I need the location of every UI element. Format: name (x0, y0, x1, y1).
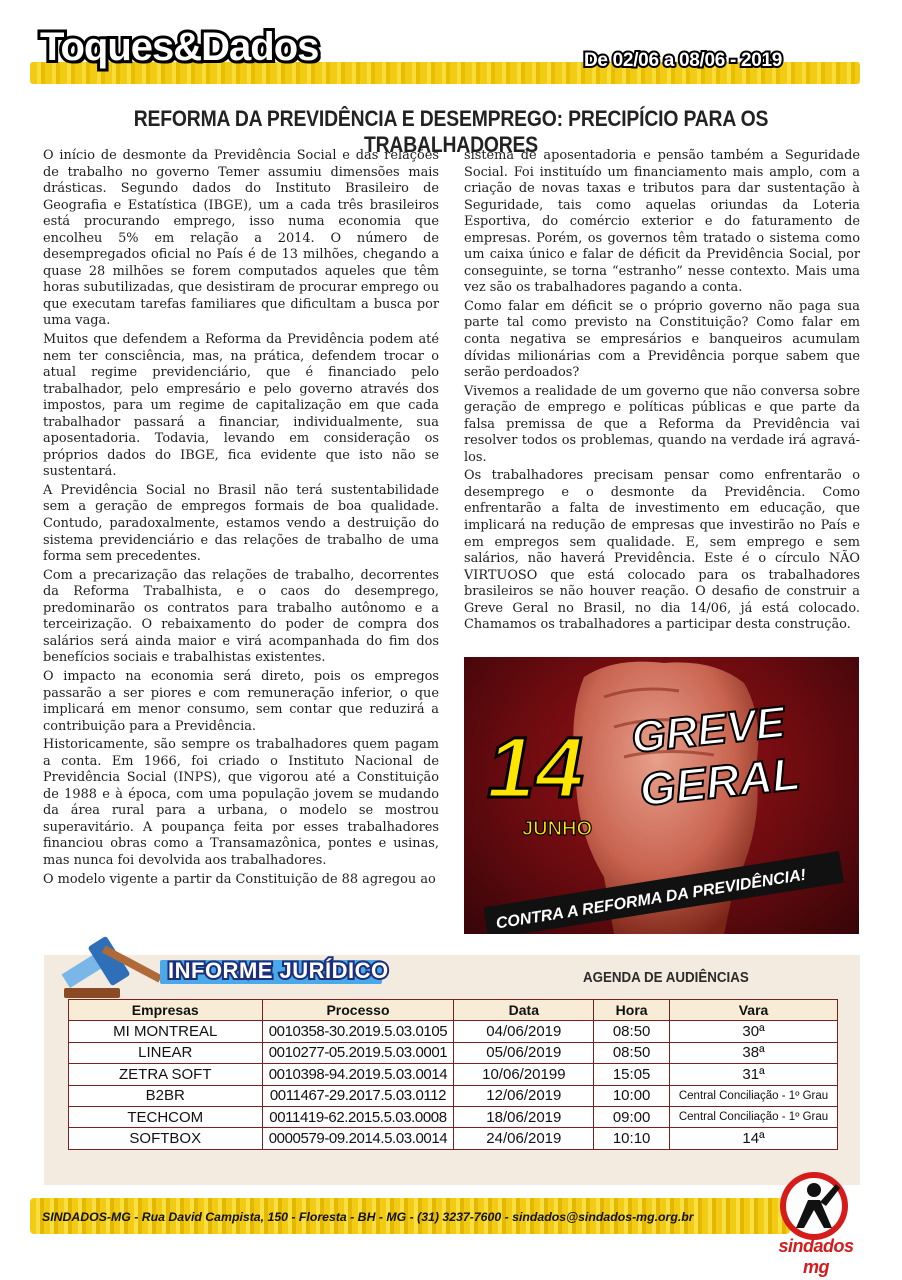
column-header-vara: Vara (670, 1000, 838, 1021)
cell-date: 10/06/20199 (454, 1064, 594, 1085)
poster-word-geral: GERAL (637, 747, 803, 816)
cell-company: ZETRA SOFT (69, 1064, 263, 1085)
cell-company: LINEAR (69, 1042, 263, 1063)
cell-court: 31ª (670, 1064, 838, 1085)
gavel-icon (60, 930, 170, 1000)
cell-date: 12/06/2019 (454, 1085, 594, 1106)
column-header-hora: Hora (594, 1000, 670, 1021)
cell-time: 09:00 (594, 1106, 670, 1127)
article-paragraph: Como falar em déficit se o próprio governo não paga sua parte tal como previsto na Constituição? Como falar em conta negativa se empresários e banqueiros acumulam dívidas milionárias com a Previdência porque sabem que serão perdoados? (464, 298, 860, 381)
article-paragraph: Os trabalhadores precisam pensar como enfrentarão o desemprego e o desmonte da Previdência. Como enfrentarão a falta de investimento em educação, que implicará na redução de empresas que investirão no País e em empregos sem qualidade. E, sem emprego e sem salários, não haverá Previdência. Este é o círculo NÃO VIRTUOSO que está colocado para os trabalhadores brasileiros se não houver reação. O desafio de construir a Greve Geral no Brasil, no dia 14/06, já está colocado. Chamamos os trabalhadores a participar desta construção. (464, 468, 860, 633)
cell-process: 0011419-62.2015.5.03.0008 (262, 1106, 454, 1127)
table-row (69, 1106, 838, 1127)
cell-date: 18/06/2019 (454, 1106, 594, 1127)
cell-time: 10:00 (594, 1085, 670, 1106)
cell-date: 04/06/2019 (454, 1021, 594, 1042)
footer-contact: SINDADOS-MG - Rua David Campista, 150 - Floresta - BH - MG - (31) 3237-7600 - sindados@sindados-mg.org.br (42, 1210, 694, 1224)
article-paragraph: A Previdência Social no Brasil não terá sustentabilidade sem a geração de empregos formais de boa qualidade. Contudo, paradoxalmente, estamos vendo a destruição do sistema previdenciário e das relações de trabalho de uma forma sem precedentes. (43, 482, 439, 565)
cell-process: 0011467-29.2017.5.03.0112 (262, 1085, 454, 1106)
general-strike-poster (464, 657, 859, 934)
legal-section-title: INFORME JURÍDICO (168, 958, 389, 983)
cell-court: 38ª (670, 1042, 838, 1063)
table-header-row (69, 1000, 838, 1021)
article-paragraph: Historicamente, são sempre os trabalhadores quem pagam a conta. Em 1966, foi criado o Instituto Nacional de Previdência Social (INPS), que vigorou até a Constituição de 1988 e à época, com uma população jovem se mudando da área rural para a urbana, o modelo se mostrou superavitário. A poupança feita por esses trabalhadores financiou obras como a Transamazônica, pontes e usinas, mas nunca foi devolvida aos trabalhadores. (43, 737, 439, 868)
cell-process: 0010398-94.2019.5.03.0014 (262, 1064, 454, 1085)
hearings-agenda-title: AGENDA DE AUDIÊNCIAS (583, 970, 749, 986)
article-headline: REFORMA DA PREVIDÊNCIA E DESEMPREGO: PRECIPÍCIO PARA OS TRABALHADORES (133, 106, 769, 157)
cell-time: 08:50 (594, 1042, 670, 1063)
cell-court: Central Conciliação - 1º Grau (670, 1085, 838, 1106)
column-header-processo: Processo (262, 1000, 454, 1021)
poster-month: JUNHO (522, 818, 593, 840)
cell-process: 0000579-09.2014.5.03.0014 (262, 1128, 454, 1149)
column-header-data: Data (454, 1000, 594, 1021)
cell-company: TECHCOM (69, 1106, 263, 1127)
article-right-column (464, 148, 860, 636)
cell-court: 30ª (670, 1021, 838, 1042)
raised-fist-illustration (464, 657, 859, 934)
article-paragraph: sistema de aposentadoria e pensão também a Seguridade Social. Foi instituído um financiamento mais amplo, com a criação de novas taxas e tributos para dar sustentação à Seguridade, tais como aquelas oriundas da Loteria Esportiva, do comércio exterior e do faturamento de empresas. Porém, os governos têm tratado o sistema como um caixa único e falar de déficit da Previdência Social, por conseguinte, se torna “estranho” nesse contexto. Mais uma vez são os trabalhadores pagando a conta. (464, 148, 860, 296)
cell-company: B2BR (69, 1085, 263, 1106)
article-paragraph: O impacto na economia será direto, pois os empregos passarão a ser piores e com remuneração inferior, o que implicará em menor consumo, sem contar que reduzirá a contribuição para a Previdência. (43, 668, 439, 734)
article-left-column (43, 148, 439, 890)
brand-title: Toques&Dados (40, 25, 319, 69)
cell-time: 10:10 (594, 1128, 670, 1149)
cell-date: 05/06/2019 (454, 1042, 594, 1063)
poster-slogan: CONTRA A REFORMA DA PREVIDÊNCIA! (494, 866, 808, 933)
table-row (69, 1128, 838, 1149)
cell-company: SOFTBOX (69, 1128, 263, 1149)
cell-company: MI MONTREAL (69, 1021, 263, 1042)
article-paragraph: Vivemos a realidade de um governo que não conversa sobre geração de emprego e políticas públicas e que parte da falsa premissa de que a Reforma da Previdência vai resolver todos os problemas, quando na verdade irá agravá-los. (464, 383, 860, 465)
cell-time: 08:50 (594, 1021, 670, 1042)
article-paragraph: Com a precarização das relações de trabalho, decorrentes da Reforma Trabalhista, e o caos do desemprego, predominarão os contratos para trabalho autônomo e a terceirização. O rebaixamento do poder de compra dos salários será ainda maior e virá acompanhada do fim dos benefícios sociais e trabalhistas existentes. (43, 567, 439, 666)
cell-time: 15:05 (594, 1064, 670, 1085)
poster-day: 14 (479, 720, 593, 816)
poster-word-greve: GREVE (629, 697, 788, 763)
hearings-table (68, 999, 838, 1150)
cell-process: 0010277-05.2019.5.03.0001 (262, 1042, 454, 1063)
column-header-empresas: Empresas (69, 1000, 263, 1021)
cell-process: 0010358-30.2019.5.03.0105 (262, 1021, 454, 1042)
table-row (69, 1064, 838, 1085)
sindados-logo-text: sindados mg (778, 1236, 854, 1277)
cell-court: 14ª (670, 1128, 838, 1149)
table-row (69, 1085, 838, 1106)
cell-court: Central Conciliação - 1º Grau (670, 1106, 838, 1127)
cell-date: 24/06/2019 (454, 1128, 594, 1149)
article-paragraph: O modelo vigente a partir da Constituição de 88 agregou ao (43, 871, 436, 887)
article-paragraph: O início de desmonte da Previdência Social e das relações de trabalho no governo Temer assumiu dimensões mais drásticas. Segundo dados do Instituto Brasileiro de Geografia e Estatística (IBGE), um a cada três brasileiros está procurando emprego, isso numa economia que encolheu 5% em relação a 2014. O número de desempregados oficial no País é de 13 milhões, chegando a quase 28 milhões se forem computados aqueles que têm horas subutilizadas, que desistiram de procurar emprego ou que executam tarefas familiares que dificultam a busca por uma vaga. (43, 148, 439, 329)
table-row (69, 1042, 838, 1063)
edition-date-range: De 02/06 a 08/06 - 2019 (584, 50, 783, 71)
article-paragraph: Muitos que defendem a Reforma da Previdência podem até nem ter consciência, mas, na prática, defendem trocar o atual regime previdenciário, que é financiado pelo trabalhador, pelo empresário e pelo governo através dos impostos, para um regime de capitalização em que cada trabalhador passará a financiar, individualmente, sua aposentadoria. Todavia, levando em consideração os próprios dados do IBGE, fica evidente que isto não se sustentará. (43, 332, 439, 480)
table-row (69, 1021, 838, 1042)
